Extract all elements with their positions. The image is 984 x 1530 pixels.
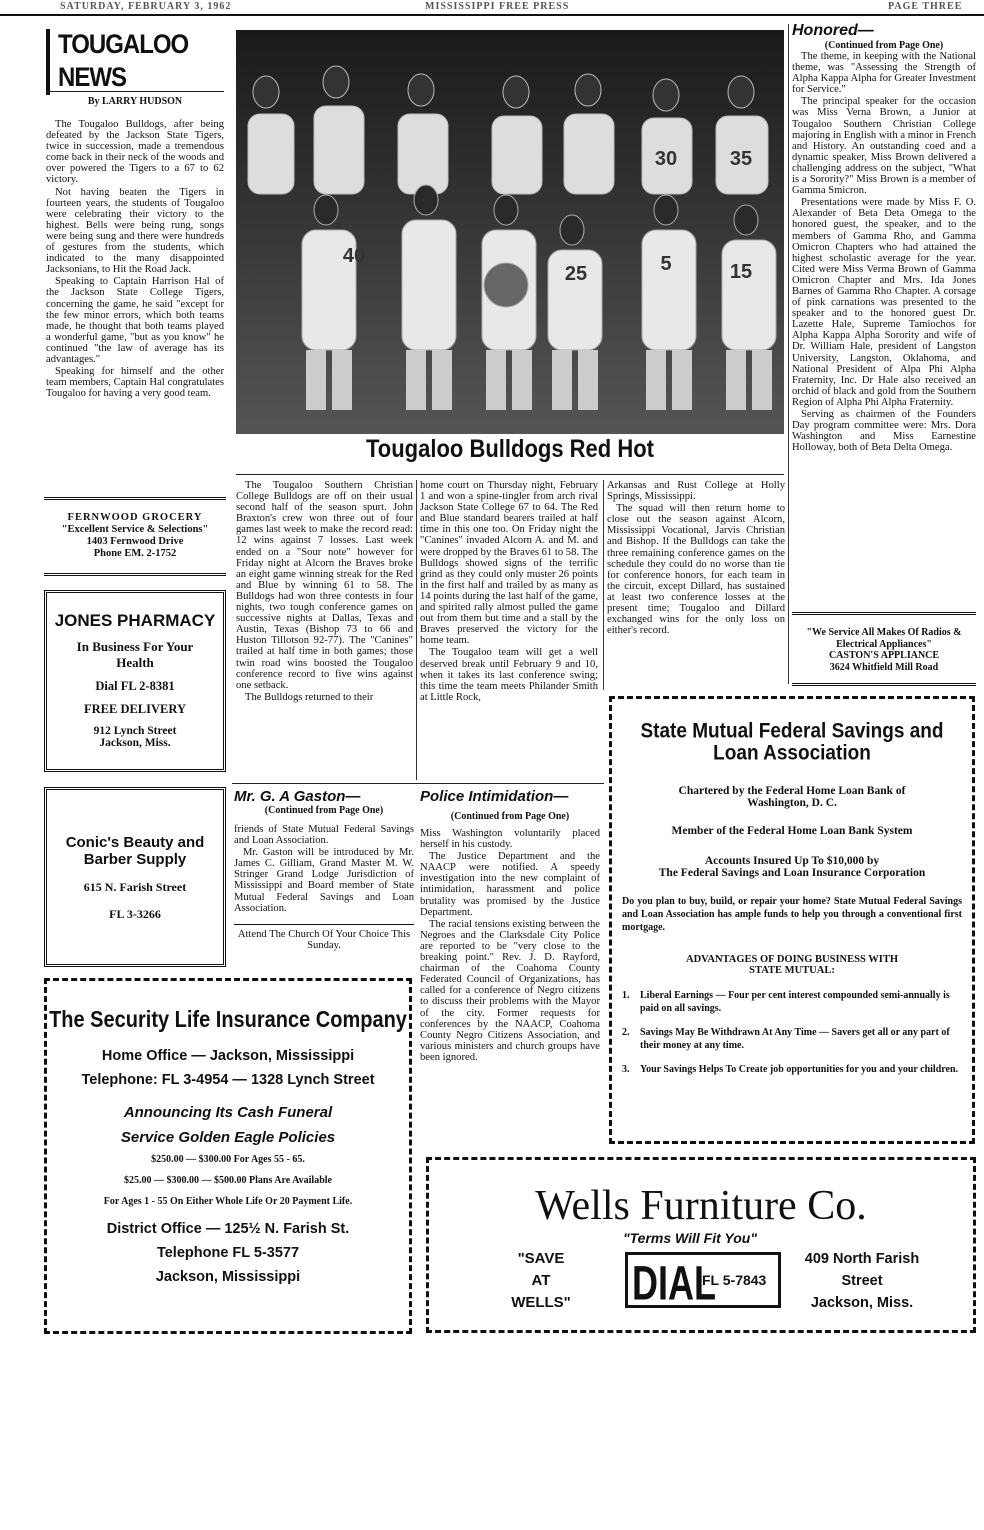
bulldogs-story-col1: [236, 480, 413, 704]
conic-line1: Conic's Beauty and: [65, 834, 205, 851]
jersey-number: 25: [564, 263, 588, 285]
jones-name: JONES PHARMACY: [54, 611, 216, 630]
insured-line: Accounts Insured Up To $10,000 by: [704, 855, 880, 867]
gaston-article: [234, 788, 414, 951]
bulldogs-story-col3: [607, 480, 785, 637]
list-item: 3. Your Savings Helps To Create job opportunities for you and your children.: [622, 1064, 959, 1075]
paragraph: Presentations were made by Miss F. O. Alexander of Beta Deta Omega to the honored guest, the speaker, and to the members of Gamma Rho, and Gamma Omicron Chapters who had attained the highest scholastic average for the year. Cited were Miss Verma Brown of Gamma Omicron Chapter and Mrs. Ida Jones Barnes of Gamma Rho Chapter. A corsage of pink carnations was presented to the speaker and to the honored guest Dr. Lazette Hale, Supreme Tamiochos for Alpha Kappa Alpha Sorority and wife of Dr. William Hale, president of Langston University, Langston, Oklahoma, and National President of Alpa Phi Alpha Fraternity, Inc. Dr Hale also received an orchid of black and gold from the Southern Region of Alpha Phi Alpha Fraternity.: [792, 197, 976, 408]
tougaloo-news-article: [46, 32, 224, 400]
masthead-paper: MISSISSIPPI FREE PRESS: [425, 1, 570, 12]
paragraph: The Justice Department and the NAACP were notified. A speedy investigation into the new complaint of intimidation, harassment and police brutality was promised by the Justice Department.: [420, 851, 600, 918]
security-telephone: Telephone: FL 3-4954 — 1328 Lynch Street: [81, 1072, 375, 1088]
conic-phone: FL 3-3266: [109, 907, 161, 921]
masthead-date: SATURDAY, FEBRUARY 3, 1962: [60, 1, 232, 12]
paragraph: Speaking to Captain Harrison Hal of the Jackson State College Tigers, concerning the game, he said "except for the few minor errors, which both teams made, he thought that both teams played a wonderful game, "but as you know" he continued "the law of average has its advantages.": [46, 276, 224, 365]
paragraph: Mr. Gaston will be introduced by Mr. James C. Gilliam, Grand Master M. W. Stringer Grand Lodge Jurisdiction of Mississippi and Board member of State Mutual Federal Savings and Loan Association.: [234, 847, 414, 914]
wells-terms: "Terms Will Fit You": [623, 1230, 757, 1246]
jones-line1: In Business For Your: [76, 639, 194, 654]
wells-save: "SAVE AT WELLS": [511, 1250, 571, 1311]
price-line: $250.00 — $300.00 For Ages 55 - 65.: [151, 1154, 305, 1165]
paragraph: The Bulldogs returned to their: [245, 691, 374, 703]
list-item: 2. Savings May Be Withdrawn At Any Time — Savers get all or any part of their money at any time.: [622, 1027, 950, 1051]
jersey-number: 30: [654, 148, 678, 170]
advantages-title: STATE MUTUAL:: [749, 965, 835, 976]
fernwood-address: 1403 Fernwood Drive: [86, 536, 184, 547]
plan-text: Do you plan to buy, build, or repair your home? State Mutual Federal Savings and Loan Association has ample funds to help you through a conventional first mortgage.: [622, 896, 962, 933]
paragraph: Serving as chairmen of the Founders Day program committee were: Mrs. Dora Washington and Miss Earnestine Holloway, both of Beta Delta Omega.: [792, 409, 976, 454]
jones-street: 912 Lynch Street: [93, 725, 177, 737]
continued-note: (Continued from Page One): [264, 805, 384, 816]
paragraph: Not having beaten the Tigers in fourteen years, the students of Tougaloo were celebrating their victory to the highest. Bells were being rung, songs were being sung and there were hundreds of gestures from the students, which indicated to the many disappointed Jacksonians, to Hit the Road Jack.: [46, 186, 224, 276]
paragraph: The Tougaloo Southern Christian College Bulldogs are off on their usual second half of the season spurt. John Braxton's crew won three out of four games last week to make the record read: 12 wins against 7 losses. Last week ended on a "Sour note" however for Friday night at Alcorn the Braves broke an eight game winning streak for the Red and Blue by winning 61 to 58. The Bulldogs had won three contests in four nights, two tough conference games on successive nights at Dallas, Texas and Austin, Texas (Bishop 73 to 66 and Huston Tillotson 92-77). The "Canines" trailed at half time in both games; those twin road wins boosted the Tougaloo conference record to five wins against one setback.: [236, 480, 413, 691]
announce-line: Announcing Its Cash Funeral: [123, 1104, 333, 1121]
state-mutual-title: Loan Association: [713, 741, 871, 765]
price-line: $25.00 — $300.00 — $500.00 Plans Are Available: [124, 1175, 332, 1186]
jersey-number: 40: [342, 245, 366, 267]
bulldogs-story-col2: [420, 480, 598, 704]
paragraph: The squad will then return home to close out the season against Alcorn, Mississippi Vocational, Jarvis Christian and Bishop. If the Bulldogs can take the three remaining conference games on the schedule they could do no worse than tie for conference honors, for each team in the circuit, except Dillard, has sustained at least two conference losses at the present time; Tougaloo and Dillard exchanged wins for the only loss on either's record.: [607, 503, 785, 637]
conic-address: 615 N. Farish Street: [83, 880, 187, 894]
paragraph: Speaking for himself and the other team members, Captain Hal congratulates Tougaloo for having a very good team.: [46, 366, 224, 400]
chartered-line: Chartered by the Federal Home Loan Bank of Washington, D. C.: [678, 785, 906, 809]
police-title: Police Intimidation—: [420, 788, 569, 805]
honored-article: [792, 22, 976, 454]
paragraph: home court on Thursday night, February 1 and won a spine-tingler from arch rival Jackson State College 67 to 64. The Red and Blue standard bearers trailed at half time in this one too. On Friday night the "Canines" invaded Alcorn A. and M. and were dropped by the Braves 61 to 58. The Bulldogs showed signs of the terrific grind as they could only muster 26 points in the first half and trailed by as many as 14 points during the last half of the game, and spirited rally almost pulled the game out from them but time and a stall by the Braves preserved the victory for the home team.: [420, 480, 598, 647]
district-city: Jackson, Mississippi: [155, 1269, 301, 1285]
district-telephone: Telephone FL 5-3577: [156, 1245, 300, 1261]
masthead-page: PAGE THREE: [888, 1, 963, 12]
police-intimidation-article: [420, 788, 600, 1064]
paragraph: The racial tensions existing between the Negroes and the Clarksdale City Police are reported to be "very close to the breaking point." Rev. J. D. Rayford, chairman of the Coahoma County Federated Council of Organizations, has called for a conference of Negro citizens to discuss their problems with the Mayor of the city. Former requests for conferences by the NAACP, Coahoma County Negro Citizens Association, and various ministers and church groups have been ignored.: [420, 918, 600, 1063]
advantages-list: [622, 990, 962, 1077]
list-item: 1. Liberal Earnings — Four per cent interest compounded semi-annually is paid on all savings.: [622, 990, 950, 1014]
dial-box: [625, 1252, 781, 1311]
honored-title: Honored—: [792, 22, 874, 39]
caston-appliance-ad: [792, 612, 976, 686]
insured-line: The Federal Savings and Loan Insurance Corporation: [658, 867, 926, 879]
fernwood-grocery-ad: [44, 497, 226, 576]
fernwood-name: FERNWOOD GROCERY: [67, 512, 203, 523]
continued-note: (Continued from Page One): [824, 40, 944, 51]
price-line: For Ages 1 - 55 On Either Whole Life Or 20 Payment Life.: [103, 1196, 353, 1207]
photo-caption: Tougaloo Bulldogs Red Hot: [366, 434, 654, 463]
wells-name: Wells Furniture Co.: [535, 1183, 867, 1229]
jones-city: Jackson, Miss.: [99, 737, 171, 749]
announce-line: Service Golden Eagle Policies: [120, 1129, 336, 1146]
advantages-title: ADVANTAGES OF DOING BUSINESS WITH: [686, 954, 898, 965]
paragraph: The Tougaloo team will get a well deserved break until February 9 and 10, when it takes its last conference swing; this time the team meets Philander Smith at Little Rock,: [420, 647, 598, 703]
team-photo: [236, 30, 784, 434]
wells-furniture-ad: [426, 1157, 976, 1333]
jones-pharmacy-ad: [44, 590, 226, 772]
member-line: Member of the Federal Home Loan Bank System: [671, 825, 913, 837]
gaston-title: Mr. G. A Gaston—: [234, 788, 361, 805]
paragraph: friends of State Mutual Federal Savings and Loan Association.: [234, 824, 414, 847]
team-photo-image: [236, 30, 784, 434]
paragraph: Arkansas and Rust College at Holly Springs, Mississippi.: [607, 480, 785, 503]
jersey-number: 35: [729, 148, 753, 170]
caston-address: 3624 Whitfield Mill Road: [829, 661, 939, 673]
security-title: The Security Life Insurance Company: [49, 1007, 407, 1033]
wells-address: 409 North Farish Street Jackson, Miss.: [804, 1251, 920, 1311]
jones-dial: Dial FL 2-8381: [95, 679, 175, 693]
tougaloo-news-body: [46, 119, 224, 399]
paragraph: The principal speaker for the occasion was Miss Verna Brown, a Junior at Tougaloo Southern Christian College majoring in English with a minor in French and History. An outstanding coed and a dynamic speaker, Miss Brown delivered a challenging address on the subject, "What is a Sorority?" Miss Brown is a member of Gamma Smicron.: [792, 96, 976, 197]
district-office: District Office — 125½ N. Farish St.: [106, 1221, 350, 1237]
paragraph: The theme, in keeping with the National theme, was "Assessing the Strength of Alpha Kappa Alpha for Greater Investment for Service.": [792, 51, 976, 96]
state-mutual-title: State Mutual Federal Savings and: [640, 719, 944, 743]
security-life-ad: [44, 978, 412, 1334]
conic-beauty-ad: [44, 787, 226, 967]
conic-line2: Barber Supply: [83, 851, 187, 868]
fernwood-slogan: "Excellent Service & Selections": [61, 524, 209, 535]
caston-slogan: "We Service All Makes Of Radios & Electrical Appliances": [806, 627, 962, 650]
tougaloo-news-title: TOUGALOO NEWS: [46, 29, 224, 95]
jones-line2: Health: [116, 655, 154, 670]
caston-name: CASTON'S APPLIANCE: [828, 650, 940, 661]
continued-note: (Continued from Page One): [450, 811, 570, 822]
home-office: Home Office — Jackson, Mississippi: [101, 1048, 355, 1064]
attend-church-notice: Attend The Church Of Your Choice This Sunday.: [234, 924, 414, 951]
masthead: [0, 0, 984, 16]
fernwood-phone: Phone EM. 2-1752: [93, 548, 177, 559]
paragraph: The Tougaloo Bulldogs, after being defeated by the Jackson State Tigers, twice in succession, made a tremendous come back in their neck of the woods and over powered the Tigers to a 67 to 62 victory.: [46, 119, 224, 186]
state-mutual-ad: [609, 696, 975, 1144]
dial-word: DIAL: [632, 1255, 716, 1311]
paragraph: Miss Washington voluntarily placed herself in his custody.: [420, 828, 600, 851]
byline: By LARRY HUDSON: [87, 96, 183, 107]
jersey-number: 5: [660, 253, 672, 275]
wells-phone: FL 5-7843: [702, 1272, 767, 1288]
jersey-number: 15: [729, 261, 753, 283]
jones-delivery: FREE DELIVERY: [83, 702, 186, 716]
